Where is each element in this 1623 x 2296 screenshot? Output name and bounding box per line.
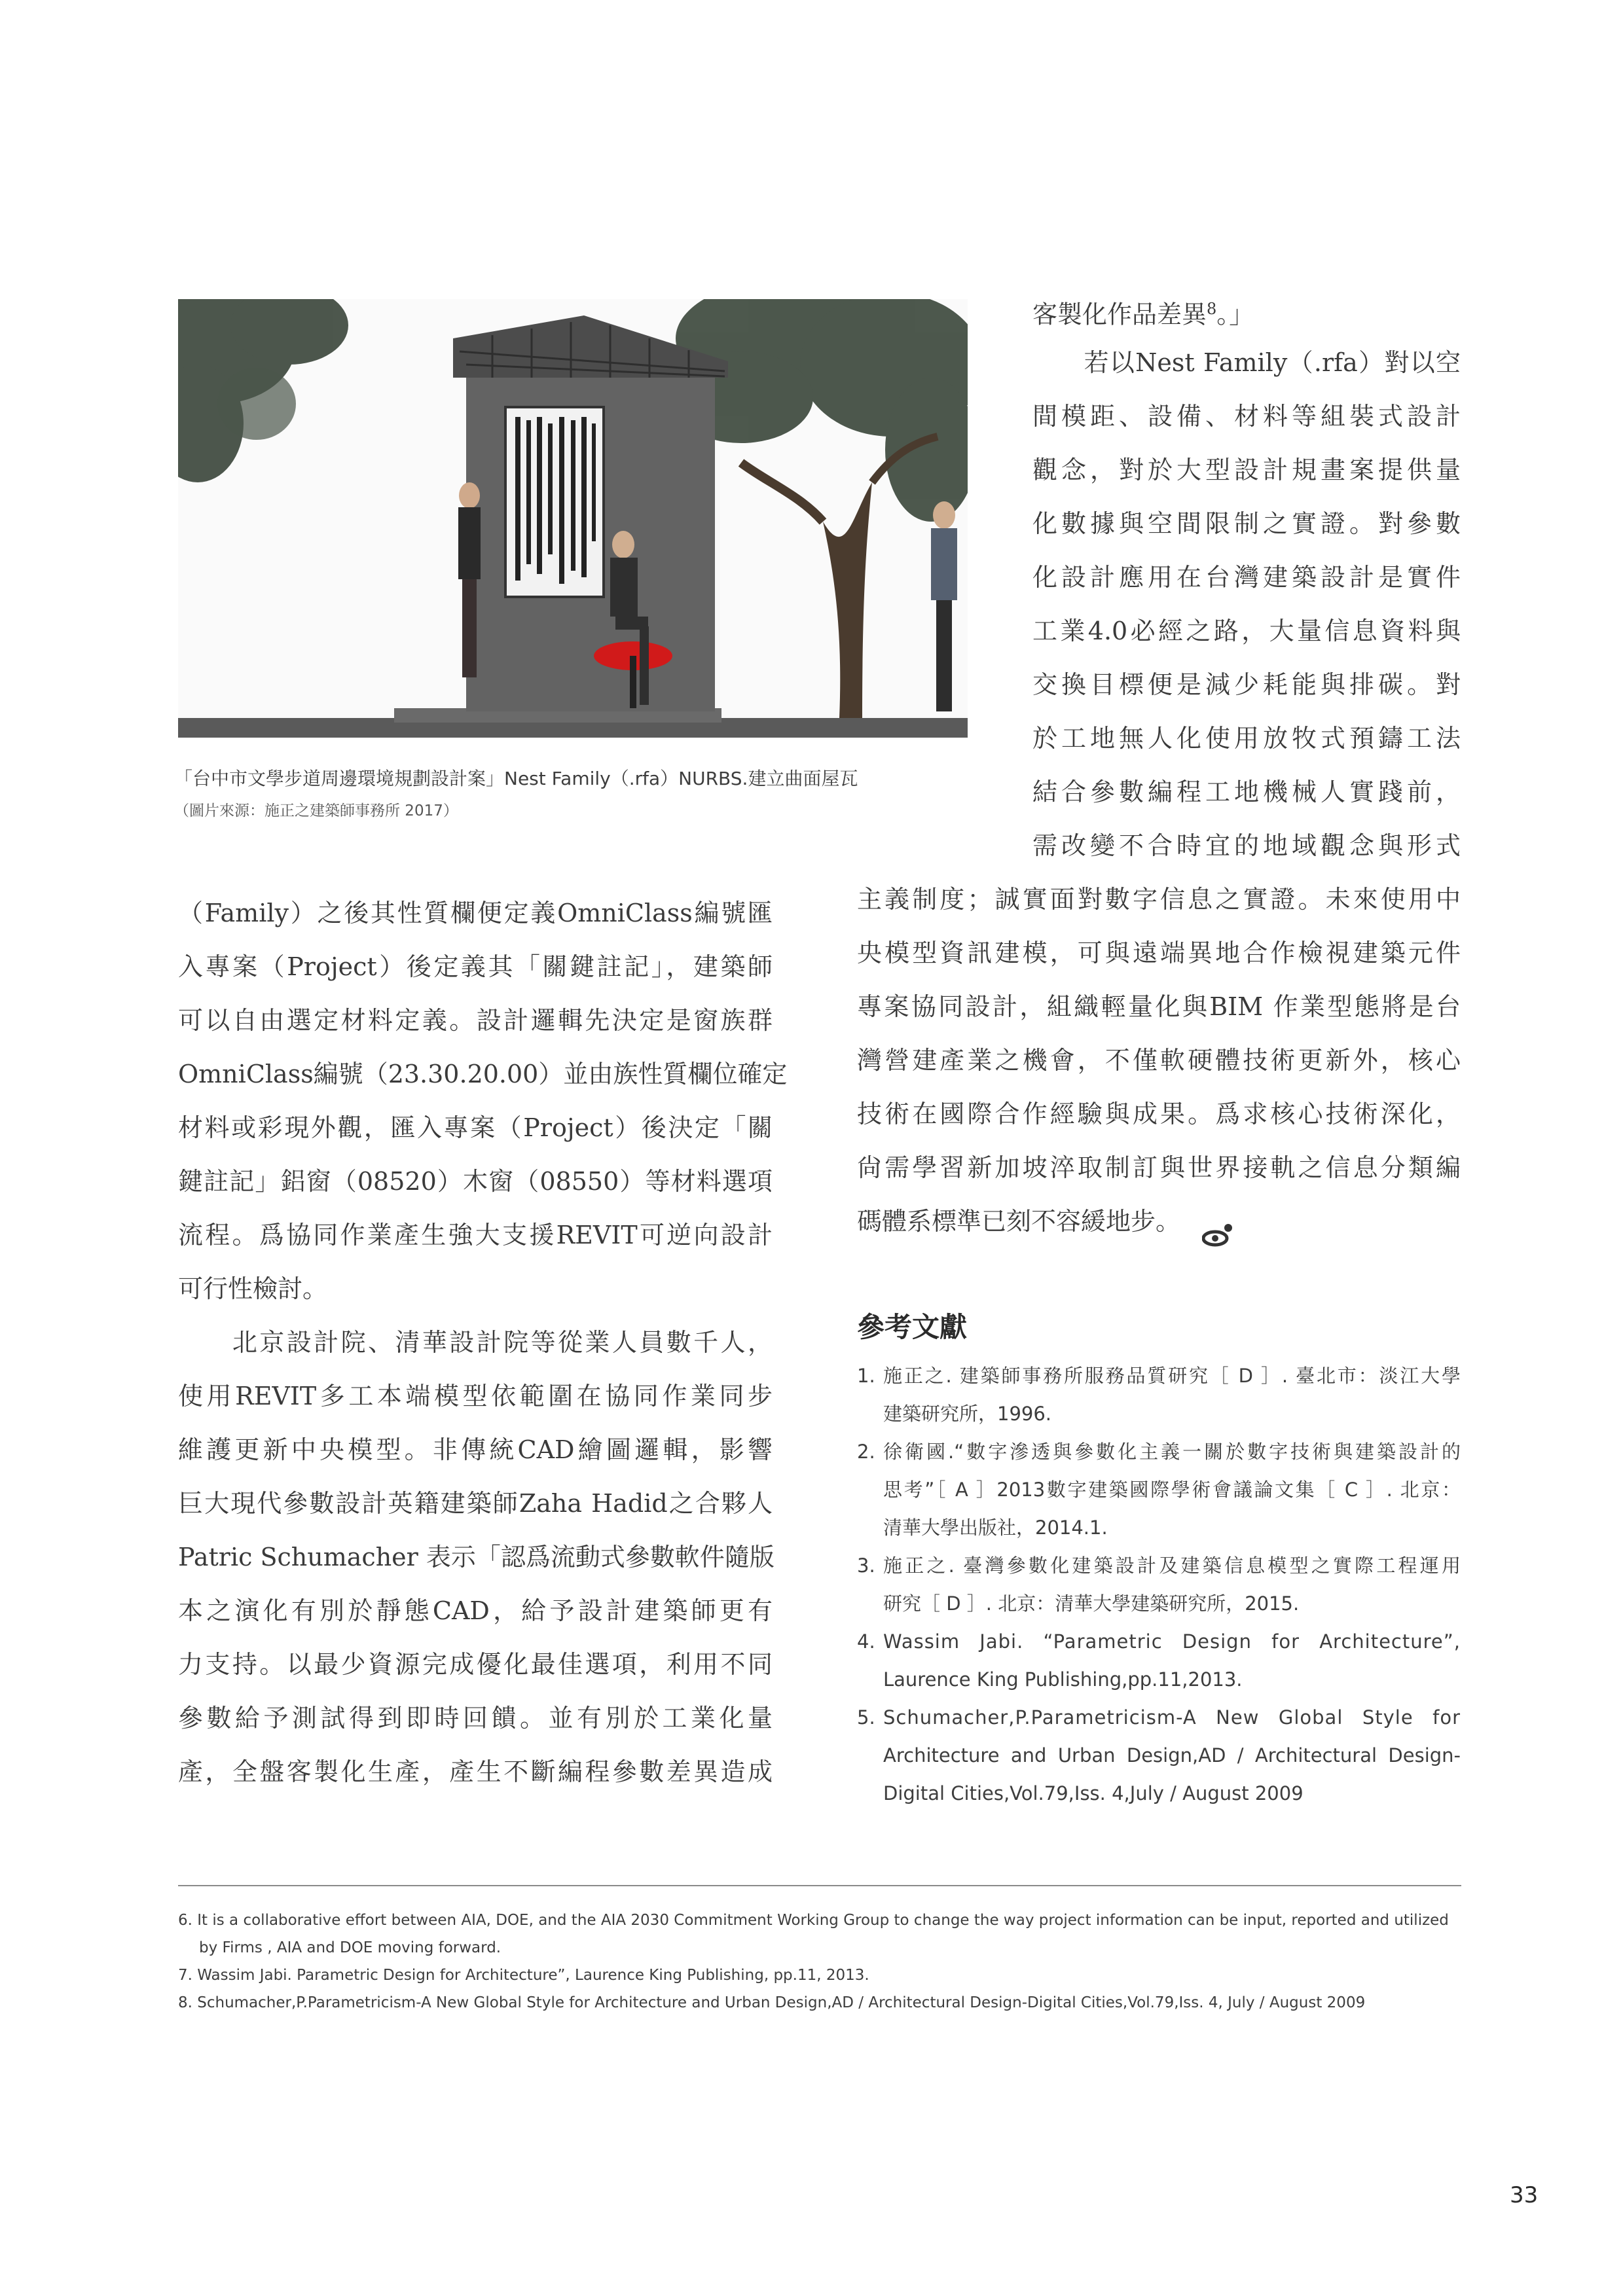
- reference-text: Wassim Jabi. “Parametric Design for Architecture”,: [883, 1630, 1461, 1653]
- body-line: 間模距、設備、材料等組裝式設計: [1032, 402, 1461, 431]
- reference-number: 1.: [857, 1365, 875, 1387]
- page-number: 33: [1510, 2182, 1539, 2208]
- body-line: （Family）之後其性質欄便定義OmniClass編號匯: [178, 899, 773, 927]
- figure-source-credit: （圖片來源：施正之建築師事務所 2017）: [174, 802, 458, 819]
- body-line: 化數據與空間限制之實證。對參數: [1032, 509, 1461, 538]
- reference-number: 3.: [857, 1554, 875, 1577]
- body-line: 觀念，對於大型設計規畫案提供量: [1032, 456, 1461, 484]
- body-line: 材料或彩現外觀，匯入專案（Project）後決定「關: [178, 1113, 773, 1142]
- body-line: 化設計應用在台灣建築設計是實件: [1032, 563, 1461, 592]
- body-line: 本之演化有別於靜態CAD，給予設計建築師更有: [178, 1596, 773, 1625]
- reference-text: Digital Cities,Vol.79,Iss. 4,July / August 2009: [883, 1782, 1304, 1804]
- figure-caption: 「台中市文學步道周邊環境規劃設計案」Nest Family（.rfa）NURBS.建立曲面屋瓦: [174, 768, 858, 789]
- reference-text: Laurence King Publishing,pp.11,2013.: [883, 1668, 1243, 1691]
- footnote-divider: [178, 1885, 1461, 1886]
- body-line: 鍵註記」鋁窗（08520）木窗（08550）等材料選項: [178, 1167, 773, 1196]
- body-line: 北京設計院、清華設計院等從業人員數千人，: [178, 1328, 773, 1357]
- footnote-7: 7. Wassim Jabi. Parametric Design for Architecture”, Laurence King Publishing, pp.11, 2013.: [178, 1967, 869, 1984]
- body-line-first: [1032, 296, 1254, 328]
- footnote-6: 6. It is a collaborative effort between AIA, DOE, and the AIA 2030 Commitment Working Group to change the way project information can be input, reported and utilized: [178, 1912, 1449, 1929]
- body-line: 力支持。以最少資源完成優化最佳選項，利用不同: [178, 1650, 773, 1679]
- reference-text: 徐衛國.“數字滲透與參數化主義一關於數字技術與建築設計的: [883, 1441, 1461, 1463]
- body-line: 工業4.0必經之路，大量信息資料與: [1032, 617, 1461, 645]
- body-line: 專案協同設計，組織輕量化與BIM 作業型態將是台: [857, 992, 1461, 1021]
- reference-text: 施正之. 建築師事務所服務品質研究［ D ］. 臺北市：淡江大學: [883, 1365, 1461, 1387]
- reference-text: 思考”［ A ］2013數字建築國際學術會議論文集［ C ］. 北京：: [883, 1479, 1461, 1501]
- body-line: 使用REVIT多工本端模型依範圍在協同作業同步: [178, 1382, 773, 1410]
- body-line: 於工地無人化使用放牧式預鑄工法: [1032, 724, 1461, 753]
- body-line: Patric Schumacher 表示「認爲流動式參數軟件隨版: [178, 1543, 775, 1571]
- body-line-end: 。」: [1216, 300, 1254, 329]
- body-line: 可行性檢討。: [178, 1274, 328, 1303]
- body-line: OmniClass編號（23.30.20.00）並由族性質欄位確定: [178, 1060, 788, 1088]
- body-line: 可以自由選定材料定義。設計邏輯先決定是窗族群: [178, 1006, 773, 1035]
- reference-text: 建築研究所，1996.: [883, 1403, 1052, 1425]
- body-line: 主義制度；誠實面對數字信息之實證。未來使用中: [857, 885, 1461, 914]
- body-line: 碼體系標準已刻不容緩地步。: [857, 1207, 1181, 1236]
- eye-end-mark-icon: [1202, 1223, 1235, 1247]
- reference-number: 5.: [857, 1706, 875, 1729]
- body-line: 參數給予測試得到即時回饋。並有別於工業化量: [178, 1704, 773, 1732]
- body-line: 交換目標便是減少耗能與排碳。對: [1032, 670, 1461, 699]
- reference-text: Architecture and Urban Design,AD / Architectural Design-: [883, 1744, 1461, 1767]
- body-line: 需改變不合時宜的地域觀念與形式: [1032, 831, 1461, 860]
- footnote-6-continued: by Firms , AIA and DOE moving forward.: [199, 1939, 501, 1956]
- reference-text: 研究［ D ］. 北京：清華大學建築研究所，2015.: [883, 1592, 1300, 1615]
- body-line: 巨大現代參數設計英籍建築師Zaha Hadid之合夥人: [178, 1489, 773, 1518]
- reference-text: 清華大學出版社，2014.1.: [883, 1516, 1108, 1539]
- reference-number: 2.: [857, 1441, 875, 1463]
- body-line: 灣營建產業之機會，不僅軟硬體技術更新外，核心: [857, 1046, 1461, 1075]
- body-line: 若以Nest Family（.rfa）對以空: [1032, 348, 1461, 377]
- body-line: 流程。爲協同作業產生強大支援REVIT可逆向設計: [178, 1221, 773, 1249]
- figure-image: [178, 299, 968, 738]
- reference-text: Schumacher,P.Parametricism-A New Global Style for: [883, 1706, 1461, 1729]
- body-line: 尙需學習新加坡淬取制訂與世界接軌之信息分類編: [857, 1153, 1461, 1182]
- body-line: 技術在國際合作經驗與成果。爲求核心技術深化，: [857, 1100, 1461, 1128]
- pavilion-render-illustration: [178, 299, 968, 738]
- references-heading: 參考文獻: [857, 1311, 968, 1343]
- footnote-8: 8. Schumacher,P.Parametricism-A New Global Style for Architecture and Urban Design,AD / Architectural Design-Digital Cities,Vol.79,Iss. 4, July / August 2009: [178, 1994, 1366, 2011]
- body-line: 維護更新中央模型。非傳統CAD繪圖邏輯，影響: [178, 1435, 773, 1464]
- body-line: 央模型資訊建模，可與遠端異地合作檢視建築元件: [857, 939, 1461, 967]
- footnote-ref-8: 8: [1207, 300, 1217, 318]
- reference-number: 4.: [857, 1630, 875, 1653]
- body-line-text: 客製化作品差異: [1032, 300, 1207, 329]
- body-line: 入專案（Project）後定義其「關鍵註記」，建築師: [178, 952, 773, 981]
- reference-text: 施正之. 臺灣參數化建築設計及建築信息模型之實際工程運用: [883, 1554, 1461, 1577]
- body-line: 結合參數編程工地機械人實踐前，: [1032, 778, 1461, 806]
- body-line: 產，全盤客製化生產，產生不斷編程參數差異造成: [178, 1757, 773, 1786]
- pavilion-illustration: [453, 315, 728, 711]
